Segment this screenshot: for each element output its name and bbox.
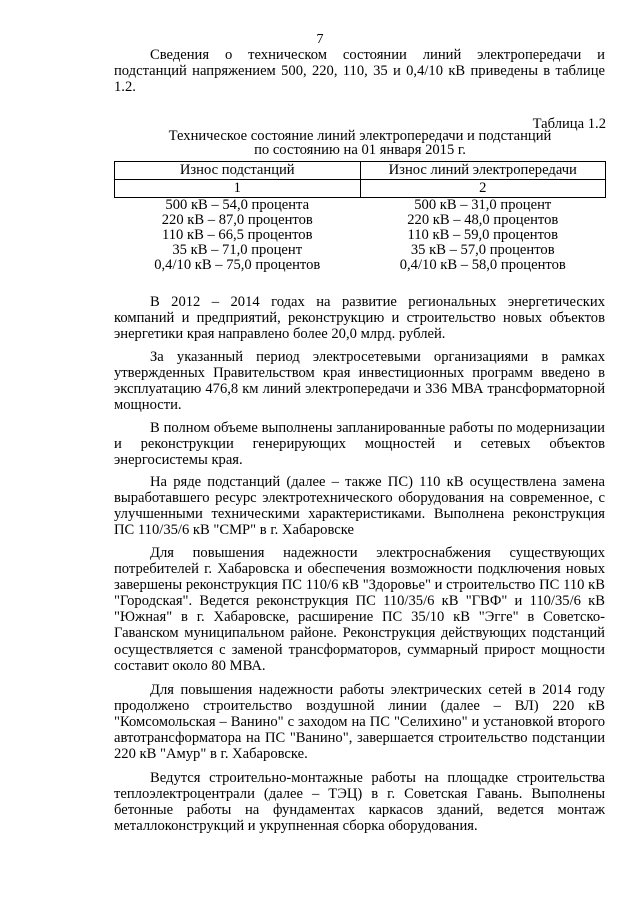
table-cell: 110 кВ – 66,5 процентов: [162, 227, 313, 243]
page-number: 7: [316, 32, 324, 47]
table-label: Таблица 1.2: [532, 116, 606, 132]
body-paragraph-overhead-line: Для повышения надежности работы электрических сетей в 2014 году продолжено строительство воздушной линии (далее – ВЛ) 220 кВ "Комсомольская – Ванино" с заходом на ПС "Селихино" и установкой второго автотрансформатора на ПС "Ванино", завершается строительство подстанции 220 кВ "Амур" в г. Хабаровске.: [114, 682, 605, 763]
table-title: [114, 129, 606, 157]
body-paragraph-modernization: В полном объеме выполнены запланированные работы по модернизации и реконструкции генерирующих мощностей и сетевых объектов энергосистемы края.: [114, 420, 605, 469]
table-title-line-2: по состоянию на 01 января 2015 г.: [254, 142, 466, 158]
table-cell: 0,4/10 кВ – 75,0 процентов: [154, 257, 321, 273]
table-cell: 35 кВ – 57,0 процентов: [410, 242, 555, 258]
table-cell: 0,4/10 кВ – 58,0 процентов: [399, 257, 566, 273]
body-paragraph-grid-commissioning: За указанный период электросетевыми организациями в рамках утвержденных Правительством края инвестиционных программ введено в эксплуатацию 476,8 км линий электропередачи и 336 МВА трансформаторной мощности.: [114, 349, 605, 414]
table-cell: 110 кВ – 59,0 процентов: [407, 227, 558, 243]
table-cell: 220 кВ – 87,0 процентов: [161, 212, 313, 228]
body-paragraph-khabarovsk-reliability: Для повышения надежности электроснабжения существующих потребителей г. Хабаровска и обеспечения возможности подключения новых завершены реконструкция ПС 110/6 кВ "Здоровье" и строительство ПС 110 кВ "Городская". Ведется реконструкция ПС 110/35/6 кВ "ГВФ" и 110/35/6 кВ "Южная" в г. Хабаровске, расширение ПС 35/10 кВ "Эгге" в Советско-Гаванском муниципальном районе. Реконструкция действующих подстанций осуществляется с заменой трансформаторов, суммарный прирост мощности составит около 80 МВА.: [114, 545, 605, 674]
body-paragraph-investment: В 2012 – 2014 годах на развитие региональных энергетических компаний и предприятий, реконструкцию и строительство новых объектов энергетики края направлено более 20,0 млрд. рублей.: [114, 294, 605, 343]
table-row: [115, 213, 606, 228]
column-number-2: 2: [360, 180, 606, 198]
table-cell: 500 кВ – 54,0 процента: [165, 197, 310, 213]
table-cell: 35 кВ – 71,0 процент: [172, 242, 303, 258]
table-row: [115, 228, 606, 243]
intro-paragraph: Сведения о техническом состоянии линий электропередачи и подстанций напряжением 500, 220, 110, 35 и 0,4/10 кВ приведены в таблице 1.2.: [114, 47, 605, 96]
header-substations: Износ подстанций: [115, 162, 361, 180]
body-paragraph-chp-construction: Ведутся строительно-монтажные работы на площадке строительства теплоэлектроцентрали (далее – ТЭЦ) в г. Советская Гавань. Выполнены бетонные работы на фундаментах каркасов зданий, ведется монтаж металлоконструкций и укрупненная сборка оборудования.: [114, 770, 605, 835]
table-row: [115, 258, 606, 273]
body-paragraph-substation-upgrade: На ряде подстанций (далее – также ПС) 110 кВ осуществлена замена выработавшего ресурс электротехнического оборудования на современное, с улучшенными техническими характеристиками. Выполнена реконструкция ПС 110/35/6 кВ "СМР" в г. Хабаровске: [114, 474, 605, 539]
column-number-1: 1: [115, 180, 361, 198]
table-title-line-1: Техническое состояние линий электропередачи и подстанций: [168, 128, 552, 144]
table-number-row: [115, 180, 606, 198]
table-header-row: [115, 162, 606, 180]
table-row: [115, 243, 606, 258]
header-power-lines: Износ линий электропередачи: [360, 162, 606, 180]
condition-table: [114, 161, 606, 273]
table-cell: 500 кВ – 31,0 процент: [414, 197, 552, 213]
table-row: [115, 198, 606, 214]
table-cell: 220 кВ – 48,0 процентов: [407, 212, 559, 228]
